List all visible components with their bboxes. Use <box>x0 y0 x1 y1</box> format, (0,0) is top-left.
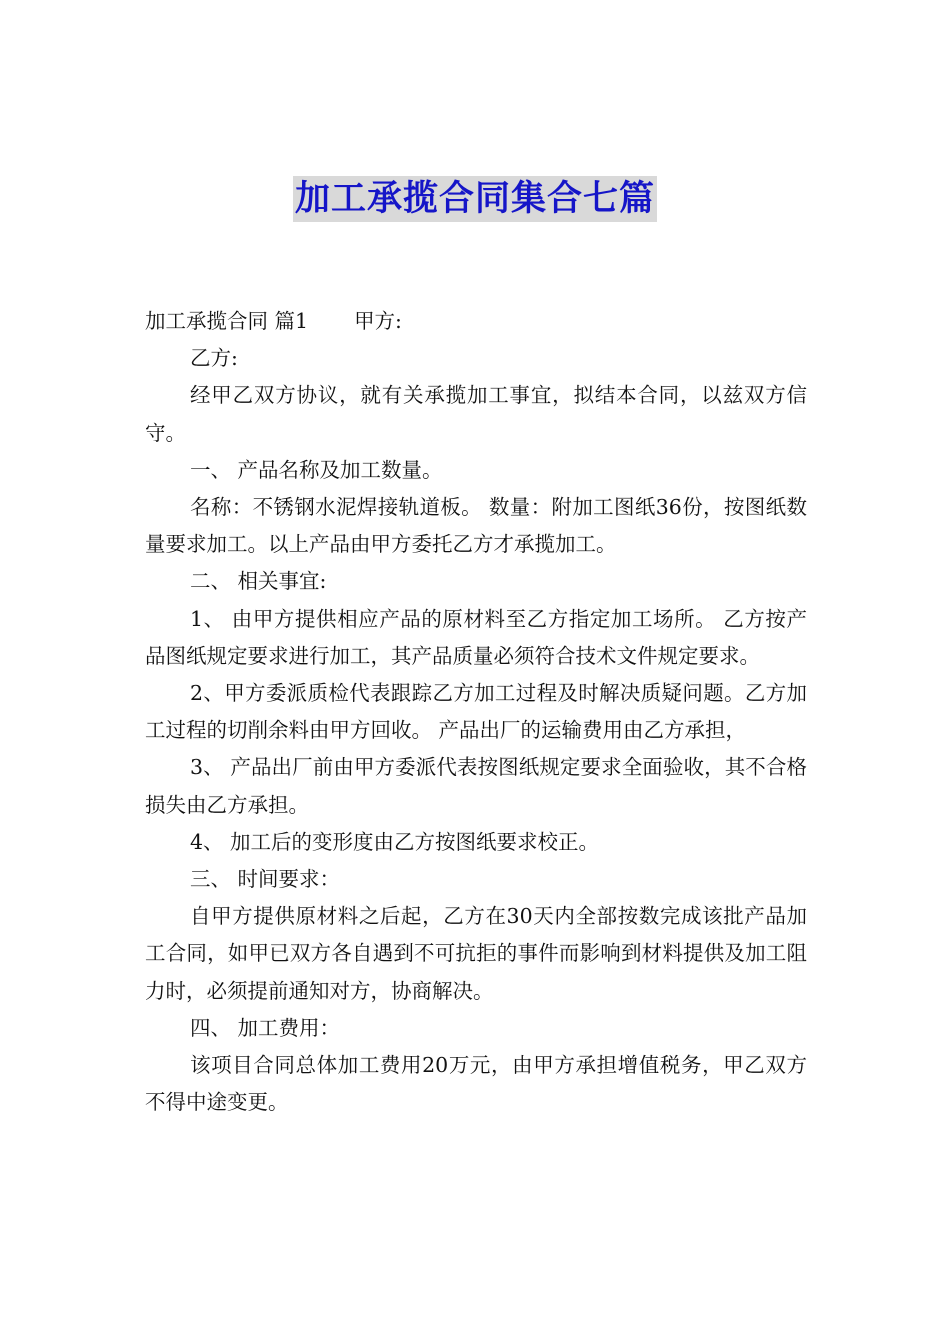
section-heading-time: 三、 时间要求： <box>190 867 341 892</box>
paragraph-fees: 该项目合同总体加工费用20万元，由甲方承担增值税务，甲乙双方不得中途变更。 <box>145 1053 807 1115</box>
section-heading-fees: 四、 加工费用： <box>190 1015 341 1040</box>
section-heading-product: 一、 产品名称及加工数量。 <box>190 457 443 482</box>
paragraph-party-b: 乙方: <box>190 346 238 371</box>
paragraph-product-details: 名称：不锈钢水泥焊接轨道板。 数量：附加工图纸36份，按图纸数量要求加工。以上产品由甲方委托乙方才承揽加工。 <box>145 495 807 557</box>
document-title: 加工承揽合同集合七篇 <box>293 176 657 222</box>
clause-4: 4、 加工后的变形度由乙方按图纸要求校正。 <box>190 829 600 854</box>
clause-1: 1、 由甲方提供相应产品的原材料至乙方指定加工场所。 乙方按产品图纸规定要求进行加工，其产品质量必须符合技术文件规定要求。 <box>145 606 807 668</box>
document-body <box>145 303 807 1121</box>
contract-heading: 加工承揽合同 篇1 <box>145 309 309 333</box>
paragraph-agreement-intro: 经甲乙双方协议，就有关承揽加工事宜，拟结本合同，以兹双方信守。 <box>145 383 807 445</box>
clause-3: 3、 产品出厂前由甲方委派代表按图纸规定要求全面验收，其不合格损失由乙方承担。 <box>145 755 807 817</box>
title-container <box>0 176 950 222</box>
party-a-label: 甲方: <box>354 309 402 333</box>
clause-2: 2、甲方委派质检代表跟踪乙方加工过程及时解决质疑问题。乙方加工过程的切削余料由甲方回收。 产品出厂的运输费用由乙方承担， <box>145 681 807 743</box>
paragraph-time-requirements: 自甲方提供原材料之后起，乙方在30天内全部按数完成该批产品加工合同，如甲已双方各自遇到不可抗拒的事件而影响到材料提供及加工阻力时，必须提前通知对方，协商解决。 <box>145 904 807 1003</box>
paragraph-contract-heading <box>145 303 807 340</box>
section-heading-related-matters: 二、 相关事宜: <box>190 569 327 594</box>
